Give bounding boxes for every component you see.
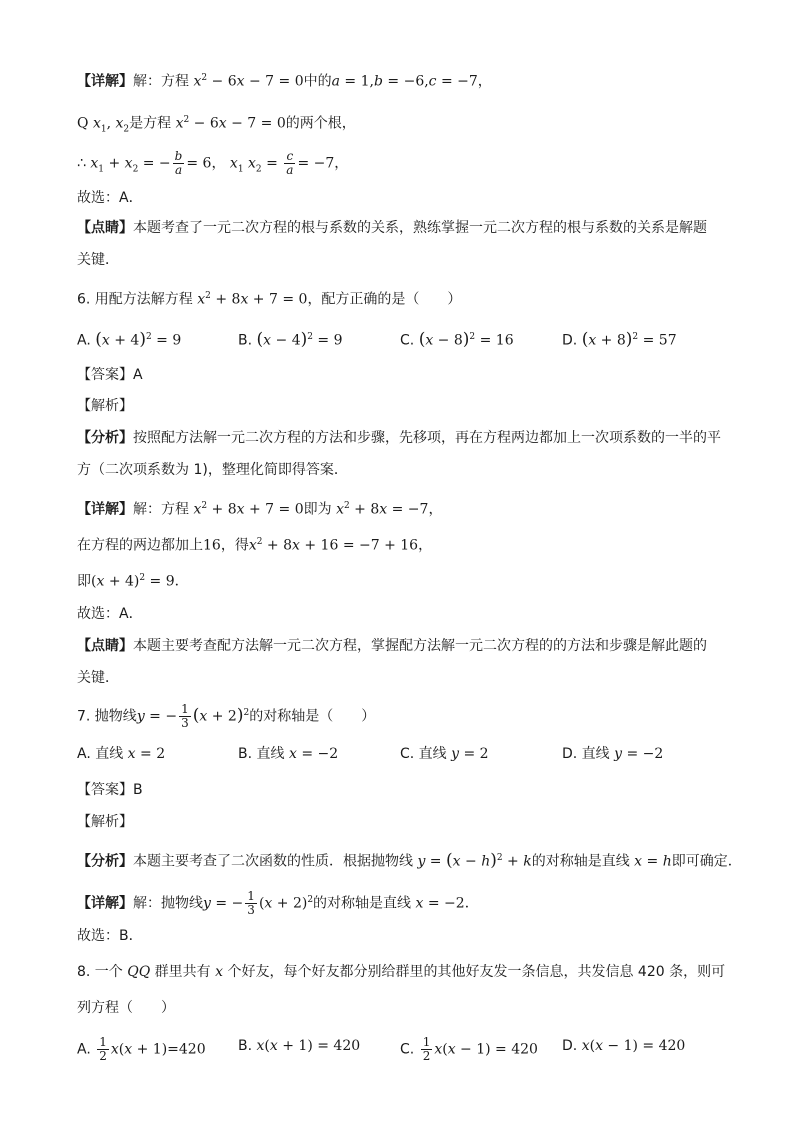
q6-analysis-heading: 【解析】 <box>77 398 133 414</box>
q6-comment: 【点睛】本题主要考查配方法解一元二次方程，掌握配方法解一元二次方程的的方法和步骤是解此题的 <box>77 638 707 654</box>
q8-stem-line2: 列方程（ ） <box>77 1000 175 1016</box>
q7-analysis-heading: 【解析】 <box>77 814 133 830</box>
q5-comment-line2: 关键． <box>77 252 119 268</box>
q7-option-a[interactable]: A. 直线 x = 2 <box>77 746 166 762</box>
q6-stem: 6. 用配方法解方程 $x^2 + 8x + 7 = 0$，配方正确的是（ ） <box>77 291 462 308</box>
q8-option-c[interactable]: C. $\frac{1}{2}$ x(x − 1) = 420 <box>400 1035 538 1063</box>
q5-result-line: ∴ $x_1 + x_2$ = − $\frac{b}{a}$ = 6， $x_1$ $x_2$ = $\frac{c}{a}$ = −7， <box>77 149 349 177</box>
q6-option-a[interactable]: A. $(x + 4)^2 = 9$ <box>77 329 182 350</box>
q5-comment: 【点睛】本题考查了一元二次方程的根与系数的关系，熟练掌握一元二次方程的根与系数的关系是解题 <box>77 220 707 236</box>
q7-option-c[interactable]: C. 直线 y = 2 <box>400 746 489 762</box>
q7-option-d[interactable]: D. 直线 y = −2 <box>562 746 664 762</box>
q5-conclusion: 故选：A． <box>77 190 143 206</box>
q6-conclusion: 故选：A． <box>77 606 143 622</box>
comment-tag: 【点睛】 <box>77 220 133 236</box>
q8-stem: 8. 一个 QQ 群里共有 x 个好友，每个好友都分别给群里的其他好友发一条信息，共发信息 420 条，则可 <box>77 964 726 980</box>
q5-vieta-line: Q $x_1$, $x_2$是方程 $x^2 - 6x - 7 = 0$的两个根， <box>77 115 356 135</box>
q8-option-d[interactable]: D. x(x − 1) = 420 <box>562 1038 686 1054</box>
q6-step2: 在方程的两边都加上16，得$x^2 + 8x + 16 = -7 + 16$， <box>77 537 433 554</box>
q6-option-b[interactable]: B. $(x - 4)^2 = 9$ <box>238 329 343 350</box>
q7-conclusion: 故选：B． <box>77 928 143 944</box>
q5-detail-line: 【详解】解：方程 $x^2 - 6x - 7 = 0$中的a = 1,b = −6,c = −7， <box>77 73 492 90</box>
q6-answer: 【答案】A <box>77 367 143 383</box>
q6-option-c[interactable]: C. $(x - 8)^2 = 16$ <box>400 329 514 350</box>
q7-option-b[interactable]: B. 直线 x = −2 <box>238 746 339 762</box>
q6-comment-line2: 关键． <box>77 670 119 686</box>
q6-fenxi: 【分析】按照配方法解一元二次方程的方法和步骤，先移项，再在方程两边都加上一次项系数的一半的平 <box>77 430 721 446</box>
q7-answer: 【答案】B <box>77 782 143 798</box>
q6-fenxi-line2: 方（二次项系数为 1)，整理化简即得答案． <box>77 462 348 478</box>
q7-stem: 7. 抛物线y = − $\frac{1}{3}$ $(x + 2)^2$的对称轴是（ ） <box>77 702 376 731</box>
q7-fenxi: 【分析】本题主要考查了二次函数的性质．根据抛物线 $y = (x - h)^2 + k$的对称轴是直线 x = h即可确定． <box>77 850 742 871</box>
q6-detail: 【详解】解：方程 $x^2 + 8x + 7 = 0$即为 $x^2 + 8x = -7$， <box>77 501 443 518</box>
detail-tag: 【详解】 <box>77 73 133 90</box>
q6-step3: 即$(x + 4)^2 = 9$． <box>77 573 189 590</box>
q8-option-b[interactable]: B. x(x + 1) = 420 <box>238 1038 361 1054</box>
q8-option-a[interactable]: A. $\frac{1}{2}$ x(x + 1)=420 <box>77 1035 206 1063</box>
q7-detail: 【详解】解：抛物线y = − $\frac{1}{3}$ $(x + 2)^2$的对称轴是直线 x = −2． <box>77 889 479 918</box>
q6-option-d[interactable]: D. $(x + 8)^2 = 57$ <box>562 329 677 350</box>
